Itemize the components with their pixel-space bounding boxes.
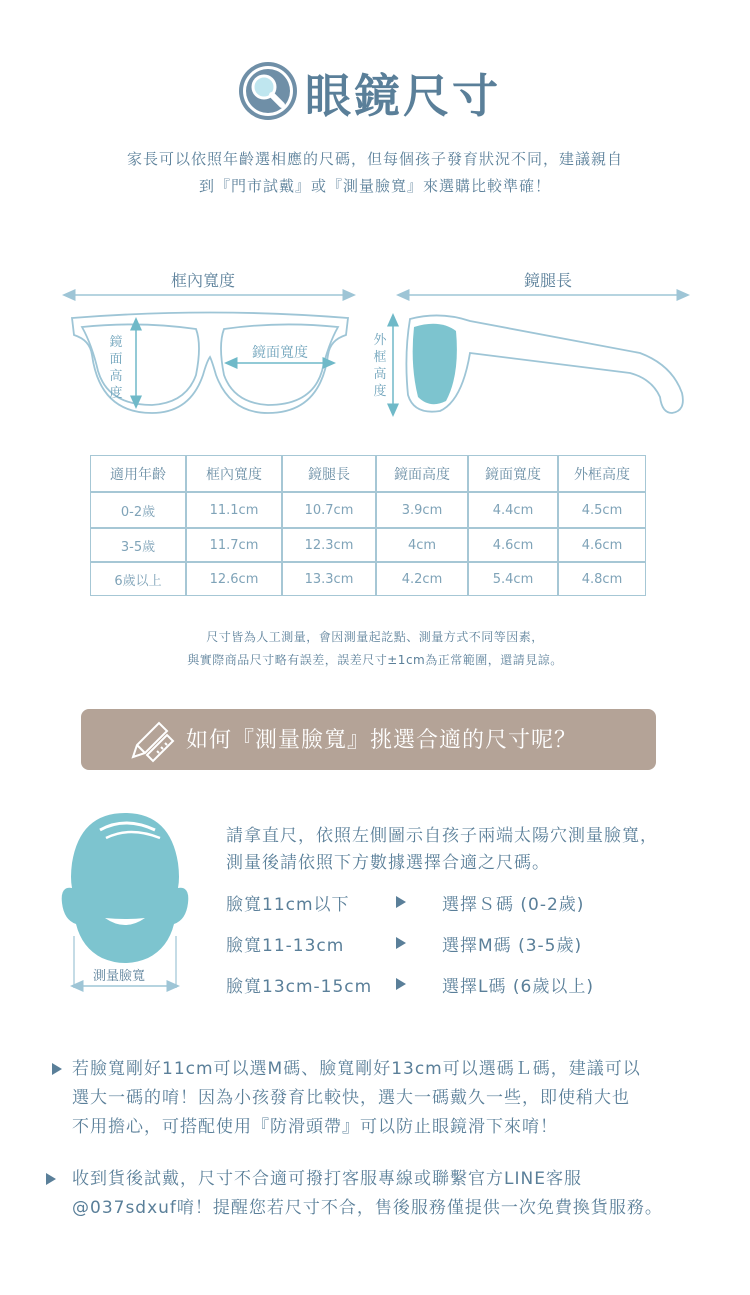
outer-height-label: 外 框 高 度 xyxy=(373,333,387,399)
rule-choice-m: 選擇M碼 (3-5歲) xyxy=(442,936,583,956)
table-cell-lens-width: 4.4cm xyxy=(468,492,558,528)
search-icon xyxy=(237,60,299,122)
table-cell-age: 0-2歲 xyxy=(90,492,186,528)
face-shape xyxy=(62,813,189,963)
table-header-outer-height: 外框高度 xyxy=(558,455,646,492)
table-cell-lens-height: 4.2cm xyxy=(376,562,468,596)
table-cell-age: 3-5歲 xyxy=(90,528,186,562)
table-cell-frame-width: 11.7cm xyxy=(186,528,282,562)
table-cell-frame-width: 12.6cm xyxy=(186,562,282,596)
page-title: 眼鏡尺寸 xyxy=(305,69,501,123)
rule-choice-l: 選擇L碼 (6歲以上) xyxy=(442,977,594,997)
instruction-line-1: 請拿直尺，依照左側圖示自孩子兩端太陽穴測量臉寬， xyxy=(226,826,658,846)
triangle-right-icon xyxy=(396,896,406,908)
lens-height-label: 鏡 面 高 度 xyxy=(109,335,123,401)
temple-length-label: 鏡腿長 xyxy=(524,271,573,290)
lens-width-label: 鏡面寬度 xyxy=(248,342,312,362)
table-cell-lens-height: 3.9cm xyxy=(376,492,468,528)
page-header xyxy=(0,58,750,128)
triangle-right-icon xyxy=(396,937,406,949)
intro-line-2: 到『門市試戴』或『測量臉寬』來選購比較準確！ xyxy=(198,177,551,195)
note-line-1: 尺寸皆為人工測量，會因測量起訖點、測量方式不同等因素， xyxy=(206,630,544,644)
table-cell-outer-height: 4.8cm xyxy=(558,562,646,596)
rule-width-m: 臉寬11-13cm xyxy=(226,936,345,956)
bullet-triangle-icon xyxy=(46,1173,56,1185)
bullet-triangle-icon xyxy=(52,1063,62,1075)
table-cell-temple-length: 12.3cm xyxy=(282,528,376,562)
rule-choice-s: 選擇Ｓ碼 (0-2歲) xyxy=(442,895,585,915)
table-cell-temple-length: 10.7cm xyxy=(282,492,376,528)
table-header-lens-width: 鏡面寬度 xyxy=(468,455,558,492)
table-cell-lens-width: 4.6cm xyxy=(468,528,558,562)
intro-line-1: 家長可以依照年齡選相應的尺碼，但每個孩子發育狀況不同，建議親自 xyxy=(126,150,623,168)
table-header-lens-height: 鏡面高度 xyxy=(376,455,468,492)
note-line-2: 與實際商品尺寸略有誤差，誤差尺寸±1cm為正常範圍，還請見諒。 xyxy=(187,653,563,667)
banner-text: 如何『測量臉寬』挑選合適的尺寸呢？ xyxy=(186,728,578,753)
table-header-frame-width: 框內寬度 xyxy=(186,455,282,492)
frame-width-label: 框內寬度 xyxy=(171,271,236,290)
rule-width-l: 臉寬13cm-15cm xyxy=(226,977,373,997)
instruction-line-2: 測量後請依照下方數據選擇合適之尺碼。 xyxy=(226,853,550,873)
face-width-label: 測量臉寬 xyxy=(90,965,148,984)
table-cell-lens-width: 5.4cm xyxy=(468,562,558,596)
pencil-ruler-icon xyxy=(127,717,175,763)
side-lens xyxy=(413,324,457,404)
table-cell-lens-height: 4cm xyxy=(376,528,468,562)
size-table xyxy=(90,455,646,596)
table-header-age: 適用年齡 xyxy=(90,455,186,492)
table-cell-temple-length: 13.3cm xyxy=(282,562,376,596)
table-cell-outer-height: 4.5cm xyxy=(558,492,646,528)
table-cell-frame-width: 11.1cm xyxy=(186,492,282,528)
table-cell-age: 6歲以上 xyxy=(90,562,186,596)
triangle-right-icon xyxy=(396,978,406,990)
rule-width-s: 臉寬11cm以下 xyxy=(226,895,350,915)
table-header-temple-length: 鏡腿長 xyxy=(282,455,376,492)
measure-banner xyxy=(81,709,656,770)
bullet-2: 收到貨後試戴，尺寸不合適可撥打客服專線或聯繫官方LINE客服 @037sdxuf唷！提醒您若尺寸不合，售後服務僅提供一次免費換貨服務。 xyxy=(72,1169,663,1218)
bullet-1: 若臉寬剛好11cm可以選M碼、臉寬剛好13cm可以選碼Ｌ碼，建議可以 選大一碼的唷！因為小孩發育比較快，選大一碼戴久一些，即使稍大也 不用擔心，可搭配使用『防滑頭帶』可以防止眼鏡滑下來唷！ xyxy=(72,1059,641,1137)
table-cell-outer-height: 4.6cm xyxy=(558,528,646,562)
